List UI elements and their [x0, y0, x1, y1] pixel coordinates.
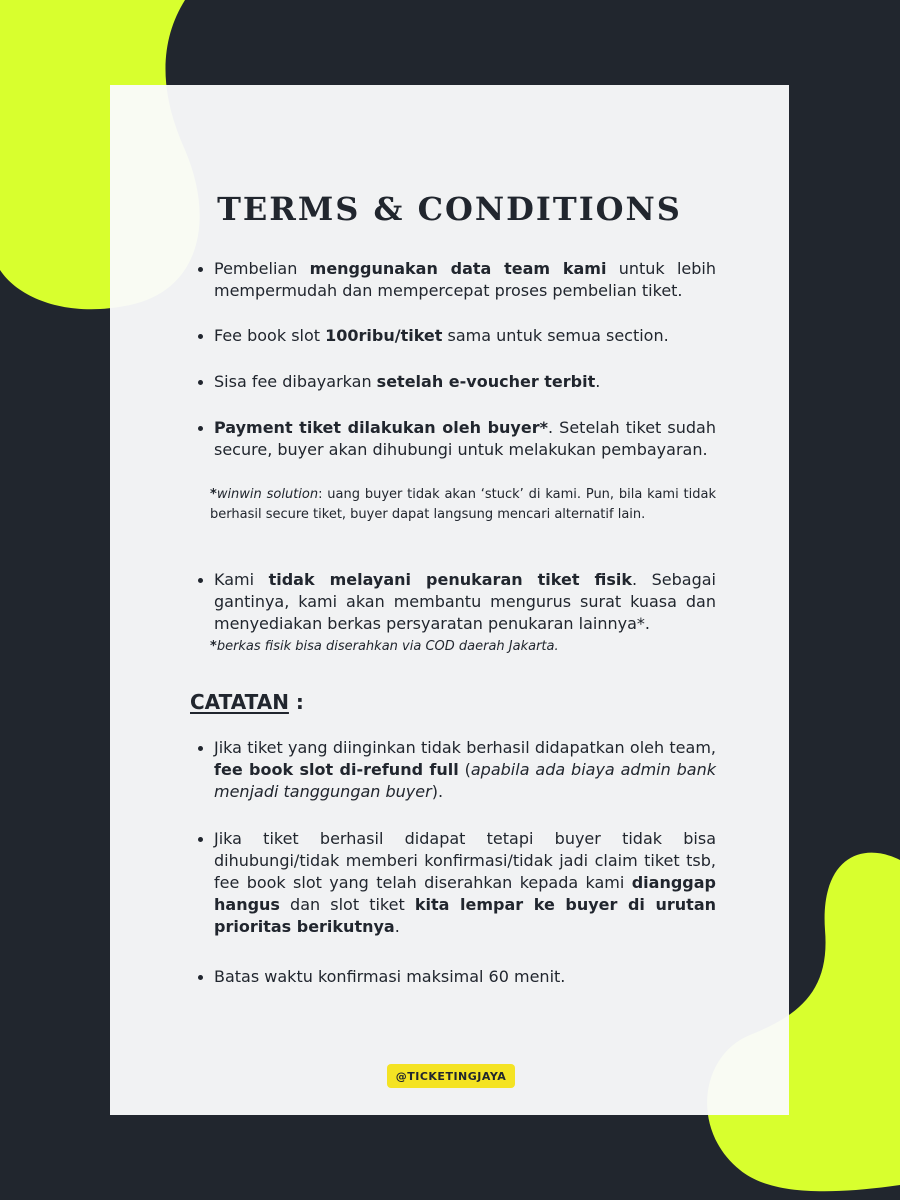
list-item: Jika tiket yang diinginkan tidak berhasil didapatkan oleh team, fee book slot di-refund full (apabila ada biaya admin bank menjadi tanggungan buyer). [192, 737, 716, 803]
list-item: Kami tidak melayani penukaran tiket fisik. Sebagai gantinya, kami akan membantu mengurus surat kuasa dan menyediakan berkas persyaratan penukaran lainnya*. [192, 569, 716, 635]
bullet-icon [198, 334, 203, 339]
list-item: Fee book slot 100ribu/tiket sama untuk semua section. [192, 325, 716, 347]
terms-list [192, 417, 716, 461]
notes-list [192, 737, 716, 803]
handle-badge[interactable]: @TICKETINGJAYA [387, 1064, 515, 1088]
terms-list [192, 371, 716, 393]
bullet-icon [198, 975, 203, 980]
bullet-icon [198, 578, 203, 583]
bullet-icon [198, 837, 203, 842]
catatan-heading: CATATAN : [190, 690, 304, 714]
bullet-icon [198, 380, 203, 385]
bullet-icon [198, 746, 203, 751]
list-item: Payment tiket dilakukan oleh buyer*. Setelah tiket sudah secure, buyer akan dihubungi untuk melakukan pembayaran. [192, 417, 716, 461]
notes-list [192, 828, 716, 938]
page-title: TERMS & CONDITIONS [217, 190, 682, 228]
terms-list [192, 569, 716, 635]
bullet-icon [198, 267, 203, 272]
bullet-icon [198, 426, 203, 431]
list-item: Pembelian menggunakan data team kami untuk lebih mempermudah dan mempercepat proses pembelian tiket. [192, 258, 716, 302]
terms-list [192, 258, 716, 302]
winwin-note: *winwin solution: uang buyer tidak akan ‘stuck’ di kami. Pun, bila kami tidak berhasil secure tiket, buyer dapat langsung mencari alternatif lain. [210, 487, 716, 522]
cod-note: *berkas fisik bisa diserahkan via COD daerah Jakarta. [210, 639, 559, 654]
notes-list [192, 966, 716, 988]
list-item: Sisa fee dibayarkan setelah e-voucher terbit. [192, 371, 716, 393]
list-item: Batas waktu konfirmasi maksimal 60 menit. [192, 966, 716, 988]
terms-list [192, 325, 716, 347]
list-item: Jika tiket berhasil didapat tetapi buyer tidak bisa dihubungi/tidak memberi konfirmasi/tidak jadi claim tiket tsb, fee book slot yang telah diserahkan kepada kami dianggap hangus dan slot tiket kita lempar ke buyer di urutan prioritas berikutnya. [192, 828, 716, 938]
